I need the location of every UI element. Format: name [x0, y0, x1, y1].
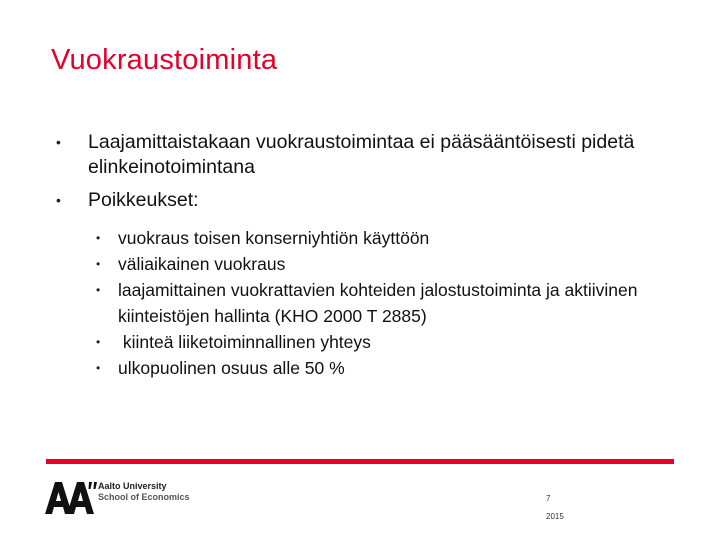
bullet-dot-icon: • [96, 335, 101, 349]
bullet-text: Laajamittaistakaan vuokraustoimintaa ei pääsääntöisesti pidetä elinkeinotoimintana [88, 131, 635, 178]
sub-bullet-text: ulkopuolinen osuus alle 50 % [118, 358, 345, 378]
sub-bullet-text: laajamittainen vuokrattavien kohteiden jalostustoiminta ja aktiivinen kiinteistöjen hallinta (KHO 2000 T 2885) [118, 280, 638, 326]
logo-line-university: Aalto University [98, 481, 167, 491]
bullet-dot-icon: • [56, 192, 61, 208]
sub-bullet-item [96, 277, 656, 329]
bullet-dot-icon: • [56, 134, 61, 150]
slide-title: Vuokraustoiminta [51, 44, 278, 76]
bullet-dot-icon: • [96, 283, 101, 297]
footer-divider [46, 459, 674, 464]
sub-bullet-item [96, 225, 656, 251]
sub-bullet-text: väliaikainen vuokraus [118, 254, 286, 274]
main-bullet-list [56, 130, 676, 213]
sub-bullet-list [96, 225, 656, 381]
sub-bullet-item [96, 329, 656, 355]
sub-bullet-text: vuokraus toisen konserniyhtiön käyttöön [118, 228, 430, 248]
sub-bullet-item [96, 355, 656, 381]
logo-line-school: School of Economics [98, 492, 190, 502]
bullet-text: Poikkeukset: [88, 189, 199, 211]
bullet-item [56, 188, 676, 213]
bullet-dot-icon: • [96, 361, 101, 375]
footer-year: 2015 [546, 512, 564, 521]
sub-bullet-item [96, 251, 656, 277]
logo-wordmark [98, 481, 190, 503]
bullet-dot-icon: • [96, 257, 101, 271]
bullet-item [56, 130, 676, 180]
aalto-logo-icon [45, 480, 105, 516]
bullet-dot-icon: • [96, 231, 101, 245]
page-number: 7 [546, 494, 551, 503]
sub-bullet-text: kiinteä liiketoiminnallinen yhteys [118, 332, 371, 352]
